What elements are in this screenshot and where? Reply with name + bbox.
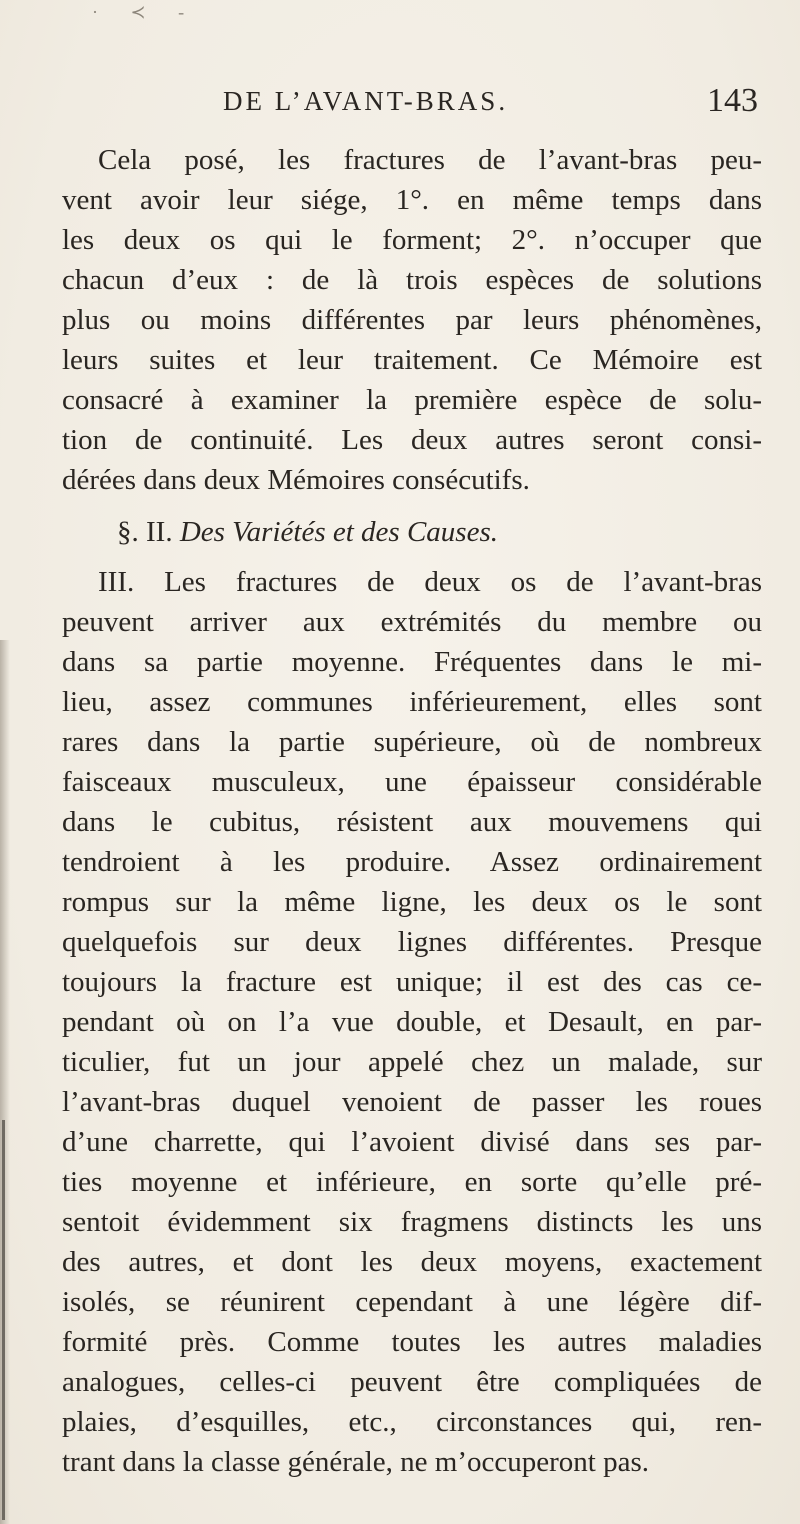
- page-number: 143: [707, 82, 758, 119]
- text-line: dérées dans deux Mémoires consécutifs.: [62, 464, 530, 496]
- text-line: toujours la fracture est unique; il est des cas ce-: [62, 966, 762, 998]
- paragraph-2: [62, 562, 762, 1482]
- text-line: rares dans la partie supérieure, où de nombreux: [62, 726, 762, 758]
- text-line: sentoit évidemment six fragmens distincts les uns: [62, 1206, 762, 1238]
- text-line: III. Les fractures de deux os de l’avant-bras: [98, 566, 762, 598]
- text-line: leurs suites et leur traitement. Ce Mémoire est: [62, 344, 762, 376]
- section-title: Des Variétés et des Causes.: [179, 516, 498, 548]
- text-line: quelquefois sur deux lignes différentes. Presque: [62, 926, 762, 958]
- top-margin-marks: · ≺ -: [92, 2, 199, 22]
- text-line: trant dans la classe générale, ne m’occuperont pas.: [62, 1446, 649, 1478]
- page-header: [0, 82, 800, 130]
- text-line: tion de continuité. Les deux autres seront consi-: [62, 424, 762, 456]
- running-head: DE L’AVANT-BRAS.: [223, 86, 509, 116]
- section-heading: [62, 510, 762, 554]
- text-line: les deux os qui le forment; 2°. n’occuper que: [62, 224, 762, 256]
- text-line: ties moyenne et inférieure, en sorte qu’elle pré-: [62, 1166, 762, 1198]
- text-line: formité près. Comme toutes les autres maladies: [62, 1326, 762, 1358]
- text-line: chacun d’eux : de là trois espèces de solutions: [62, 264, 762, 296]
- text-line: l’avant-bras duquel venoient de passer les roues: [62, 1086, 762, 1118]
- text-line: dans le cubitus, résistent aux mouvemens qui: [62, 806, 762, 838]
- text-line: isolés, se réunirent cependant à une légère dif-: [62, 1286, 762, 1318]
- text-line: d’une charrette, qui l’avoient divisé dans ses par-: [62, 1126, 762, 1158]
- text-line: plus ou moins différentes par leurs phénomènes,: [62, 304, 762, 336]
- text-line: peuvent arriver aux extrémités du membre ou: [62, 606, 762, 638]
- text-line: Cela posé, les fractures de l’avant-bras peu-: [98, 144, 762, 176]
- section-number: §. II.: [117, 516, 173, 548]
- text-line: plaies, d’esquilles, etc., circonstances qui, ren-: [62, 1406, 762, 1438]
- text-line: lieu, assez communes inférieurement, elles sont: [62, 686, 762, 718]
- text-line: analogues, celles-ci peuvent être compliquées de: [62, 1366, 762, 1398]
- text-line: pendant où on l’a vue double, et Desault, en par-: [62, 1006, 762, 1038]
- paragraph-1: [62, 140, 762, 500]
- text-line: vent avoir leur siége, 1°. en même temps dans: [62, 184, 762, 216]
- text-line: faisceaux musculeux, une épaisseur considérable: [62, 766, 762, 798]
- binding-edge: [2, 1120, 5, 1520]
- text-line: ticulier, fut un jour appelé chez un malade, sur: [62, 1046, 762, 1078]
- text-line: consacré à examiner la première espèce de solu-: [62, 384, 762, 416]
- text-line: rompus sur la même ligne, les deux os le sont: [62, 886, 762, 918]
- text-line: dans sa partie moyenne. Fréquentes dans le mi-: [62, 646, 762, 678]
- text-line: tendroient à les produire. Assez ordinairement: [62, 846, 762, 878]
- text-block: [62, 140, 762, 1482]
- text-line: des autres, et dont les deux moyens, exactement: [62, 1246, 762, 1278]
